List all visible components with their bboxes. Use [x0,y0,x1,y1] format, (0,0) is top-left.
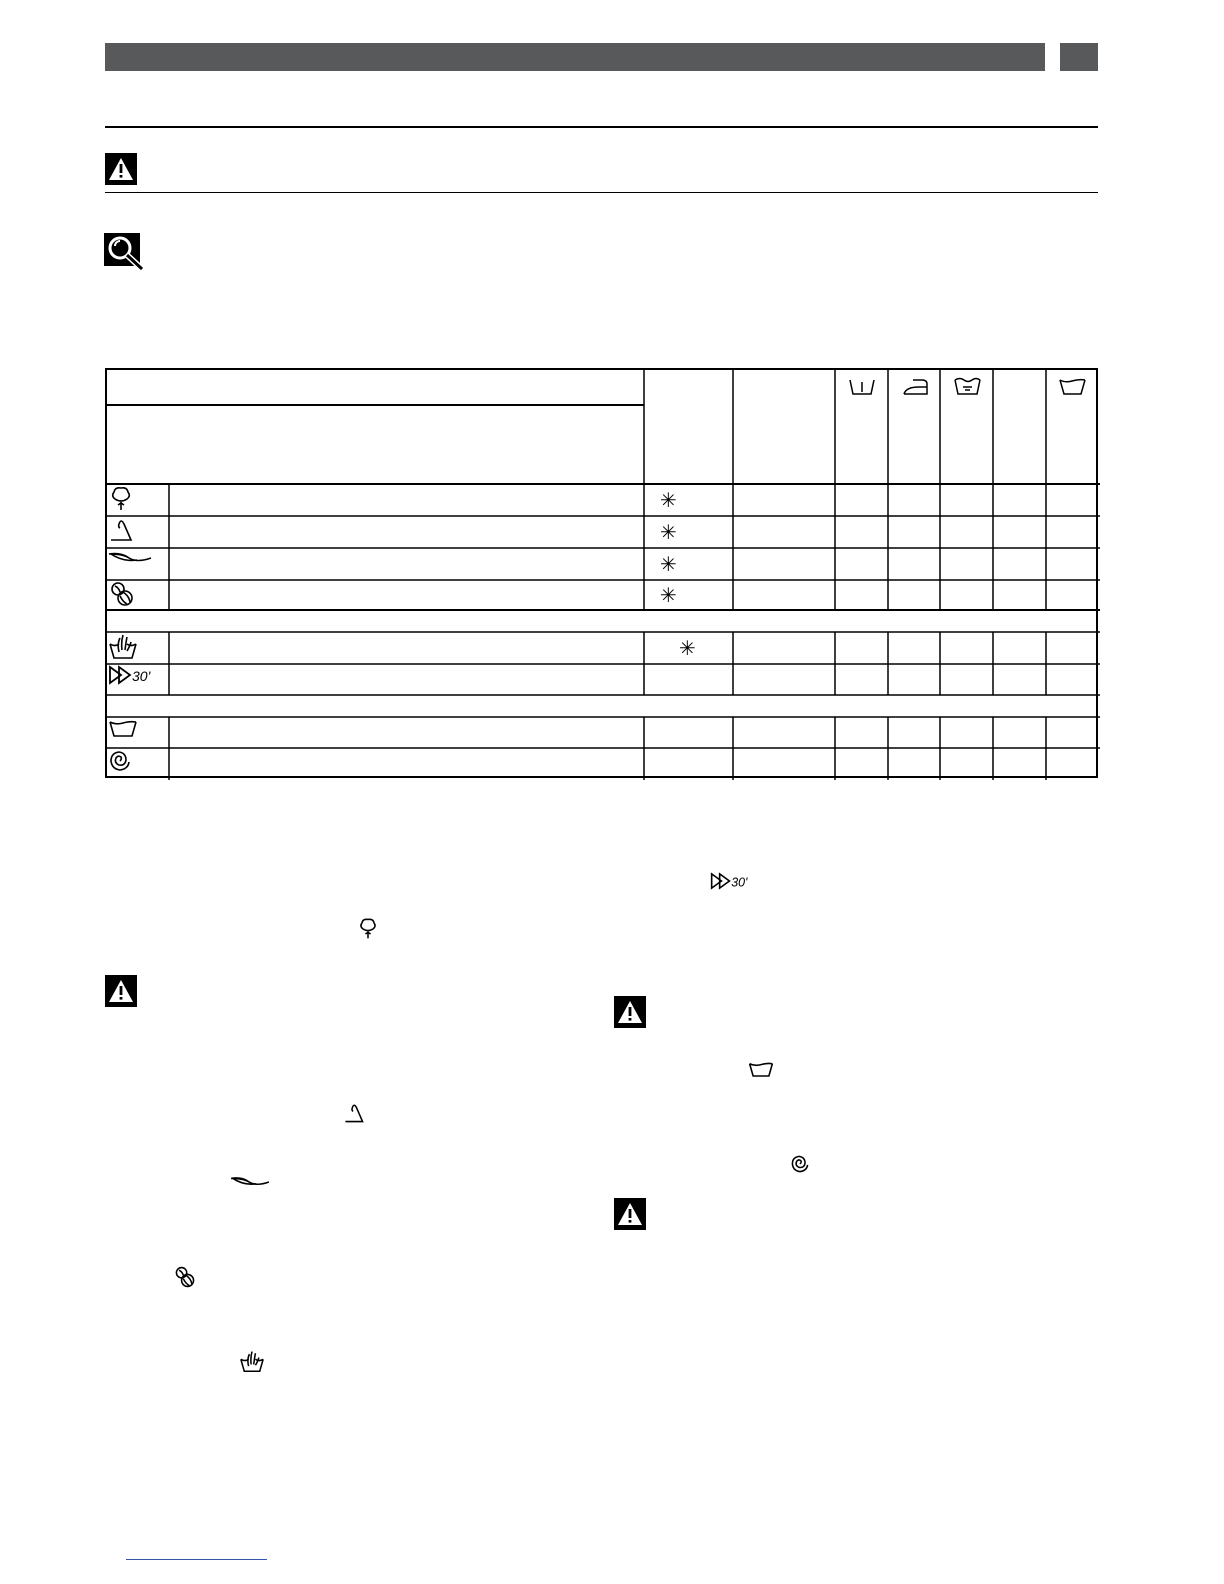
spin-spiral-icon [107,748,169,780]
hand-wash-tub-icon [107,632,169,664]
rinse-tub-icon [747,1058,775,1080]
section-rule [105,126,1098,128]
quick-30-icon [709,870,757,892]
asterisk-cold-icon: ✳ [660,583,677,607]
feather-icon [107,548,169,580]
footnote-rule [126,1559,267,1560]
hand-wash-tub-icon [238,1348,266,1374]
warning-triangle-icon [614,996,646,1028]
warning-triangle-icon [614,1198,646,1230]
wool-ball-icon [172,1264,198,1290]
header-bar [105,43,1045,71]
warning-triangle-icon [105,975,137,1007]
asterisk-cold-icon: ✳ [660,552,677,576]
table-grid [107,370,1100,780]
synthetics-triangle-icon [341,1100,367,1126]
warning-triangle-icon [105,153,137,185]
asterisk-cold-icon: ✳ [660,488,677,512]
spin-spiral-icon [788,1152,812,1176]
quick-30-icon [107,664,169,695]
cotton-flower-icon [355,914,381,942]
cotton-flower-icon [107,484,169,516]
svg-text:30': 30' [132,668,151,684]
asterisk-cold-icon: ✳ [679,636,696,660]
synthetics-triangle-icon [107,516,169,548]
wool-ball-icon [107,580,169,610]
magnifier-icon [104,233,146,271]
easy-iron-icon [904,380,927,394]
rinse-tub-icon [107,717,169,748]
programme-table [105,368,1098,778]
feather-icon [228,1172,272,1192]
asterisk-cold-icon: ✳ [660,520,677,544]
svg-text:30': 30' [731,875,748,890]
page-number-box [1060,43,1098,71]
divider [105,192,1098,193]
